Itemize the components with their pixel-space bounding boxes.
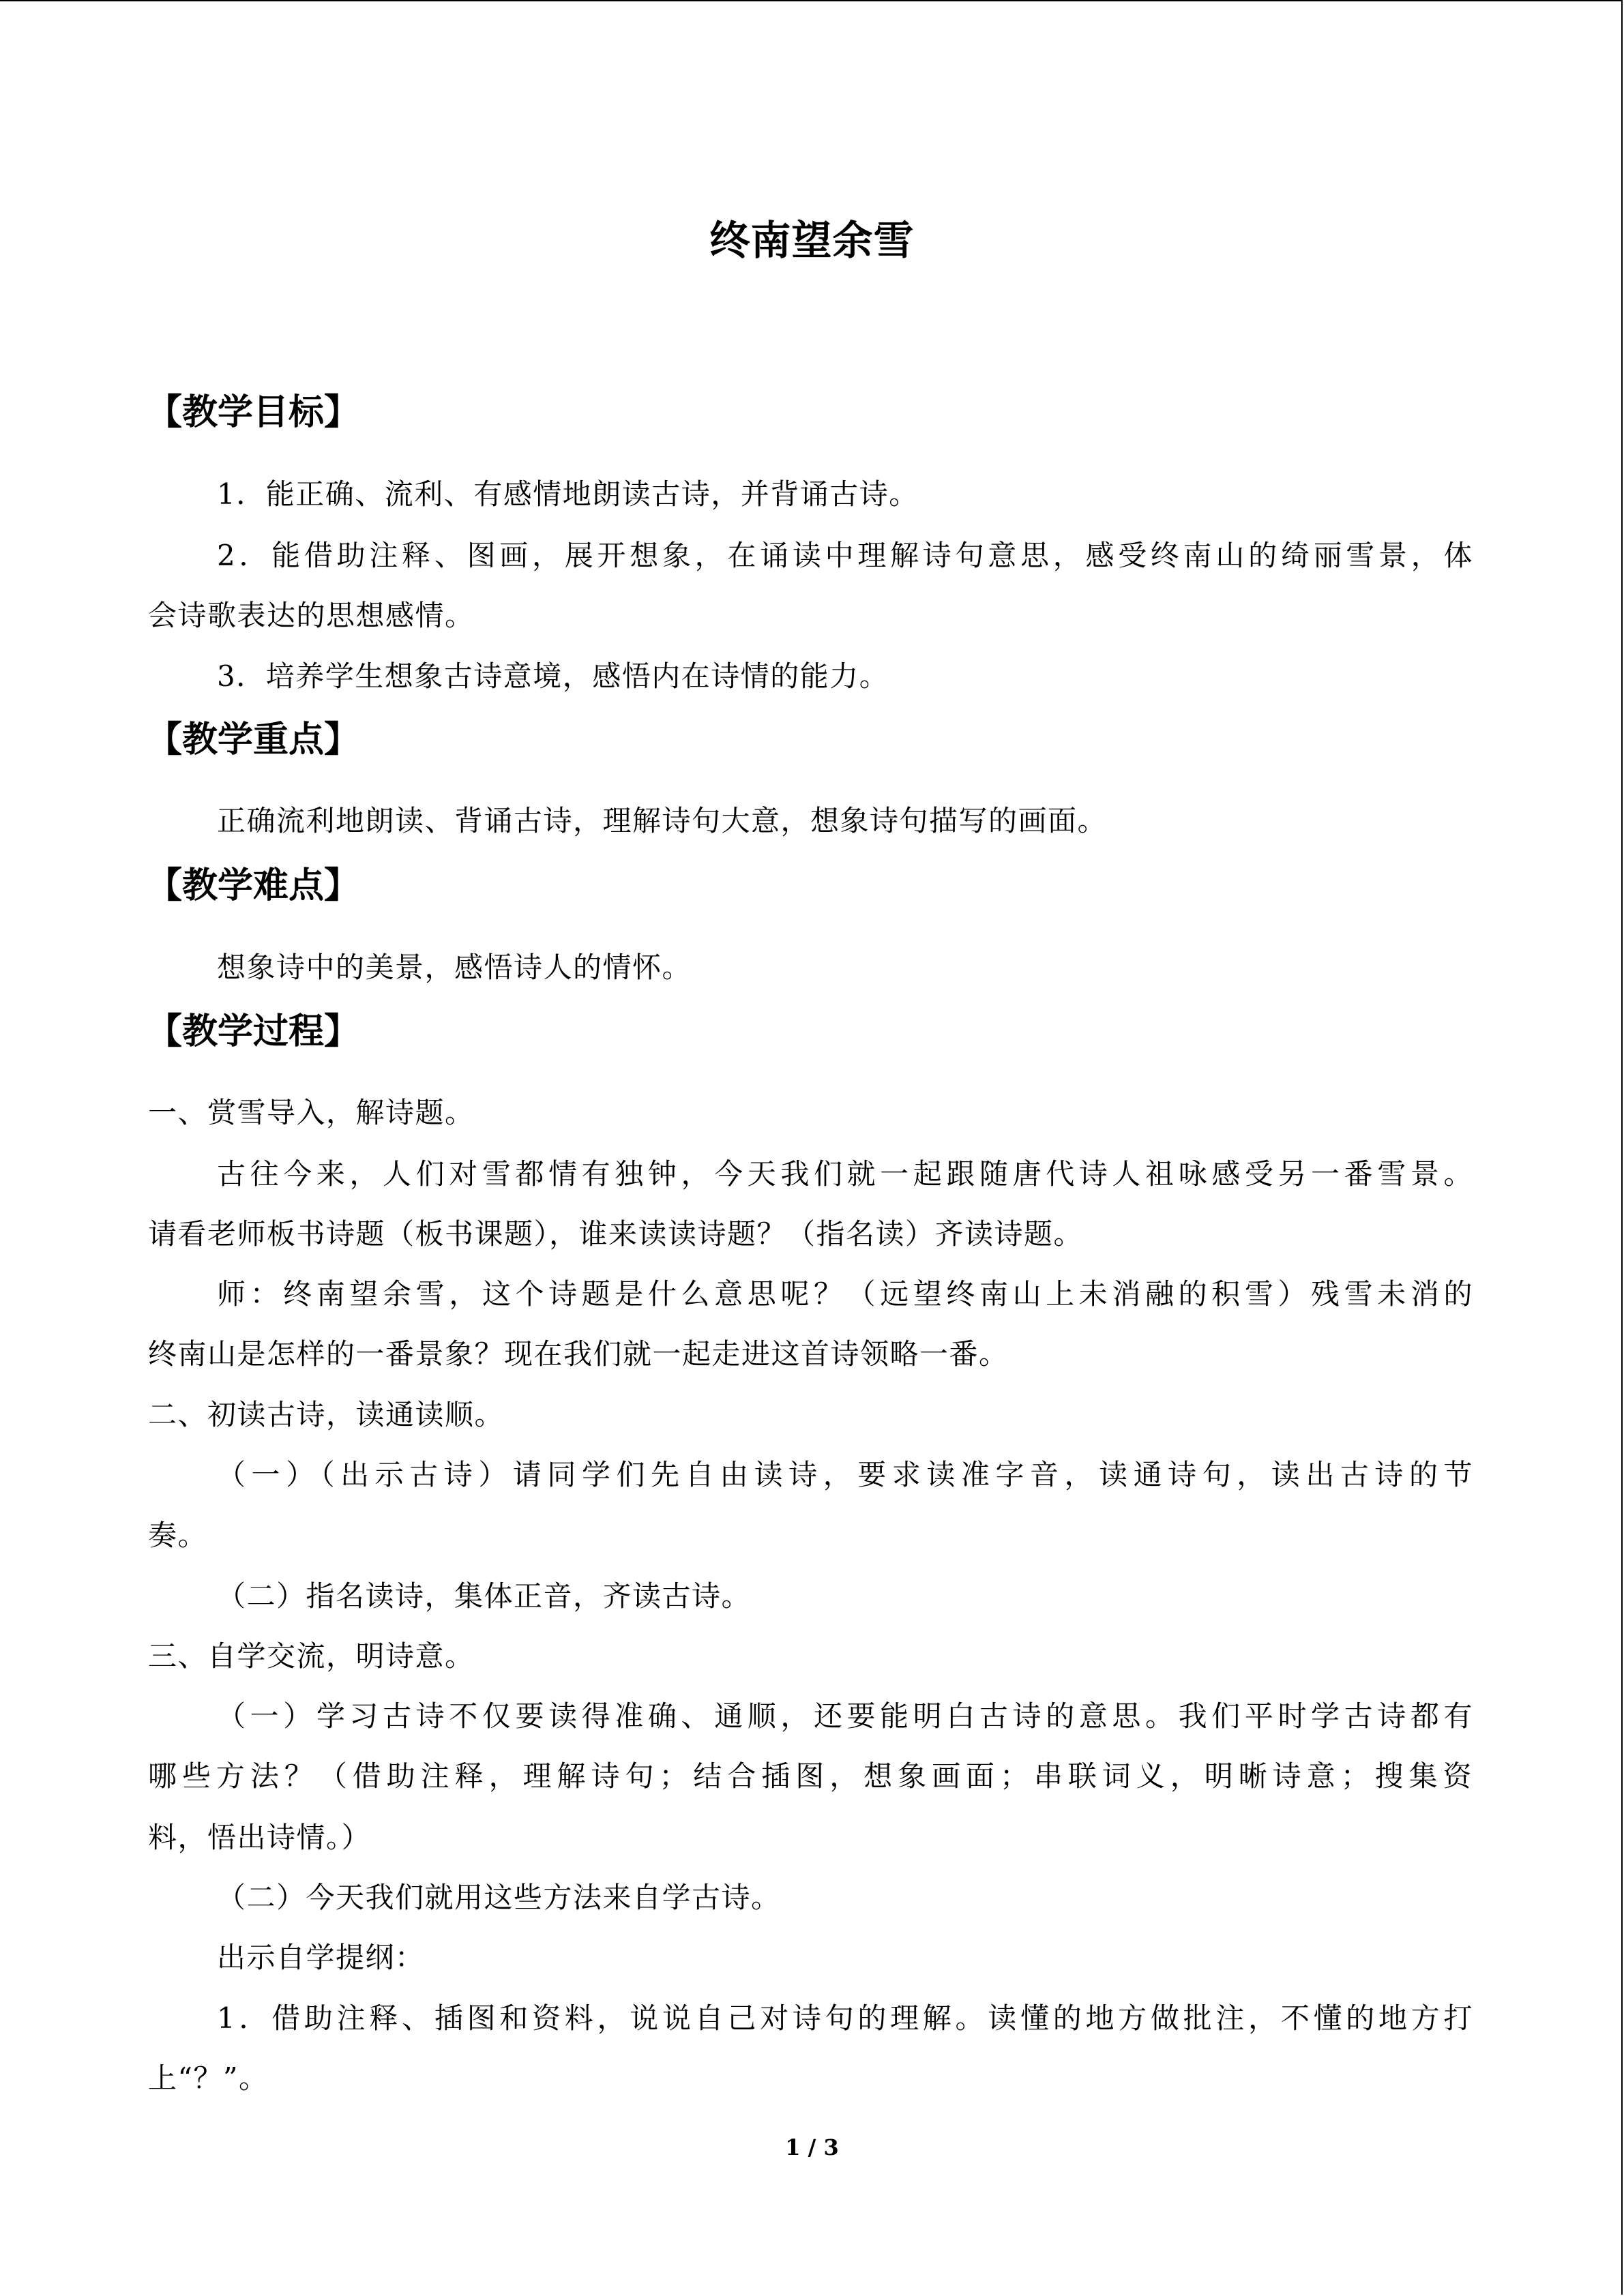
objective-line-1: 1．能正确、流利、有感情地朗读古诗，并背诵古诗。 xyxy=(217,477,919,511)
process-line: （一）（出示古诗）请同学们先自由读诗，要求读准字音，读通诗句，读出古诗的节 xyxy=(217,1458,1473,1491)
process-step-2-title: 二、初读古诗，读通读顺。 xyxy=(148,1398,505,1431)
process-line: 上“？”。 xyxy=(148,2061,269,2095)
process-line: 料，悟出诗情。） xyxy=(148,1821,372,1854)
heading-objectives: 【教学目标】 xyxy=(147,392,360,433)
process-line: （二）指名读诗，集体正音，齐读古诗。 xyxy=(217,1579,752,1613)
document-title: 终南望余雪 xyxy=(709,217,915,264)
heading-process: 【教学过程】 xyxy=(147,1011,360,1052)
process-line: 师：终南望余雪，这个诗题是什么意思呢？（远望终南山上未消融的积雪）残雪未消的 xyxy=(217,1277,1473,1311)
process-line: 1．借助注释、插图和资料，说说自己对诗句的理解。读懂的地方做批注，不懂的地方打 xyxy=(217,2001,1473,2035)
heading-key-points: 【教学重点】 xyxy=(147,719,360,760)
process-line: 出示自学提纲： xyxy=(217,1941,425,1974)
heading-difficulties: 【教学难点】 xyxy=(147,865,360,906)
process-line: （二）今天我们就用这些方法来自学古诗。 xyxy=(217,1881,781,1914)
objective-line-2: 2．能借助注释、图画，展开想象，在诵读中理解诗句意思，感受终南山的绮丽雪景，体 xyxy=(217,539,1473,572)
difficulty-line-1: 想象诗中的美景，感悟诗人的情怀。 xyxy=(217,951,692,984)
process-line: 奏。 xyxy=(148,1519,208,1552)
process-line: 古往今来，人们对雪都情有独钟，今天我们就一起跟随唐代诗人祖咏感受另一番雪景。 xyxy=(217,1157,1473,1191)
process-line: 请看老师板书诗题（板书课题），谁来读读诗题？（指名读）齐读诗题。 xyxy=(148,1217,1084,1251)
key-point-line-1: 正确流利地朗读、背诵古诗，理解诗句大意，想象诗句描写的画面。 xyxy=(217,804,1108,837)
process-step-1-title: 一、赏雪导入，解诗题。 xyxy=(148,1096,475,1129)
objective-line-3: 3．培养学生想象古诗意境，感悟内在诗情的能力。 xyxy=(217,659,889,693)
process-step-3-title: 三、自学交流，明诗意。 xyxy=(148,1639,475,1673)
process-line: 哪些方法？（借助注释，理解诗句；结合插图，想象画面；串联词义，明晰诗意；搜集资 xyxy=(148,1759,1473,1793)
process-line: 终南山是怎样的一番景象？现在我们就一起走进这首诗领略一番。 xyxy=(148,1337,1009,1371)
page-number: 1 / 3 xyxy=(785,2134,839,2160)
process-line: （一）学习古诗不仅要读得准确、通顺，还要能明白古诗的意思。我们平时学古诗都有 xyxy=(217,1699,1473,1733)
objective-line-2-cont: 会诗歌表达的思想感情。 xyxy=(148,599,475,632)
